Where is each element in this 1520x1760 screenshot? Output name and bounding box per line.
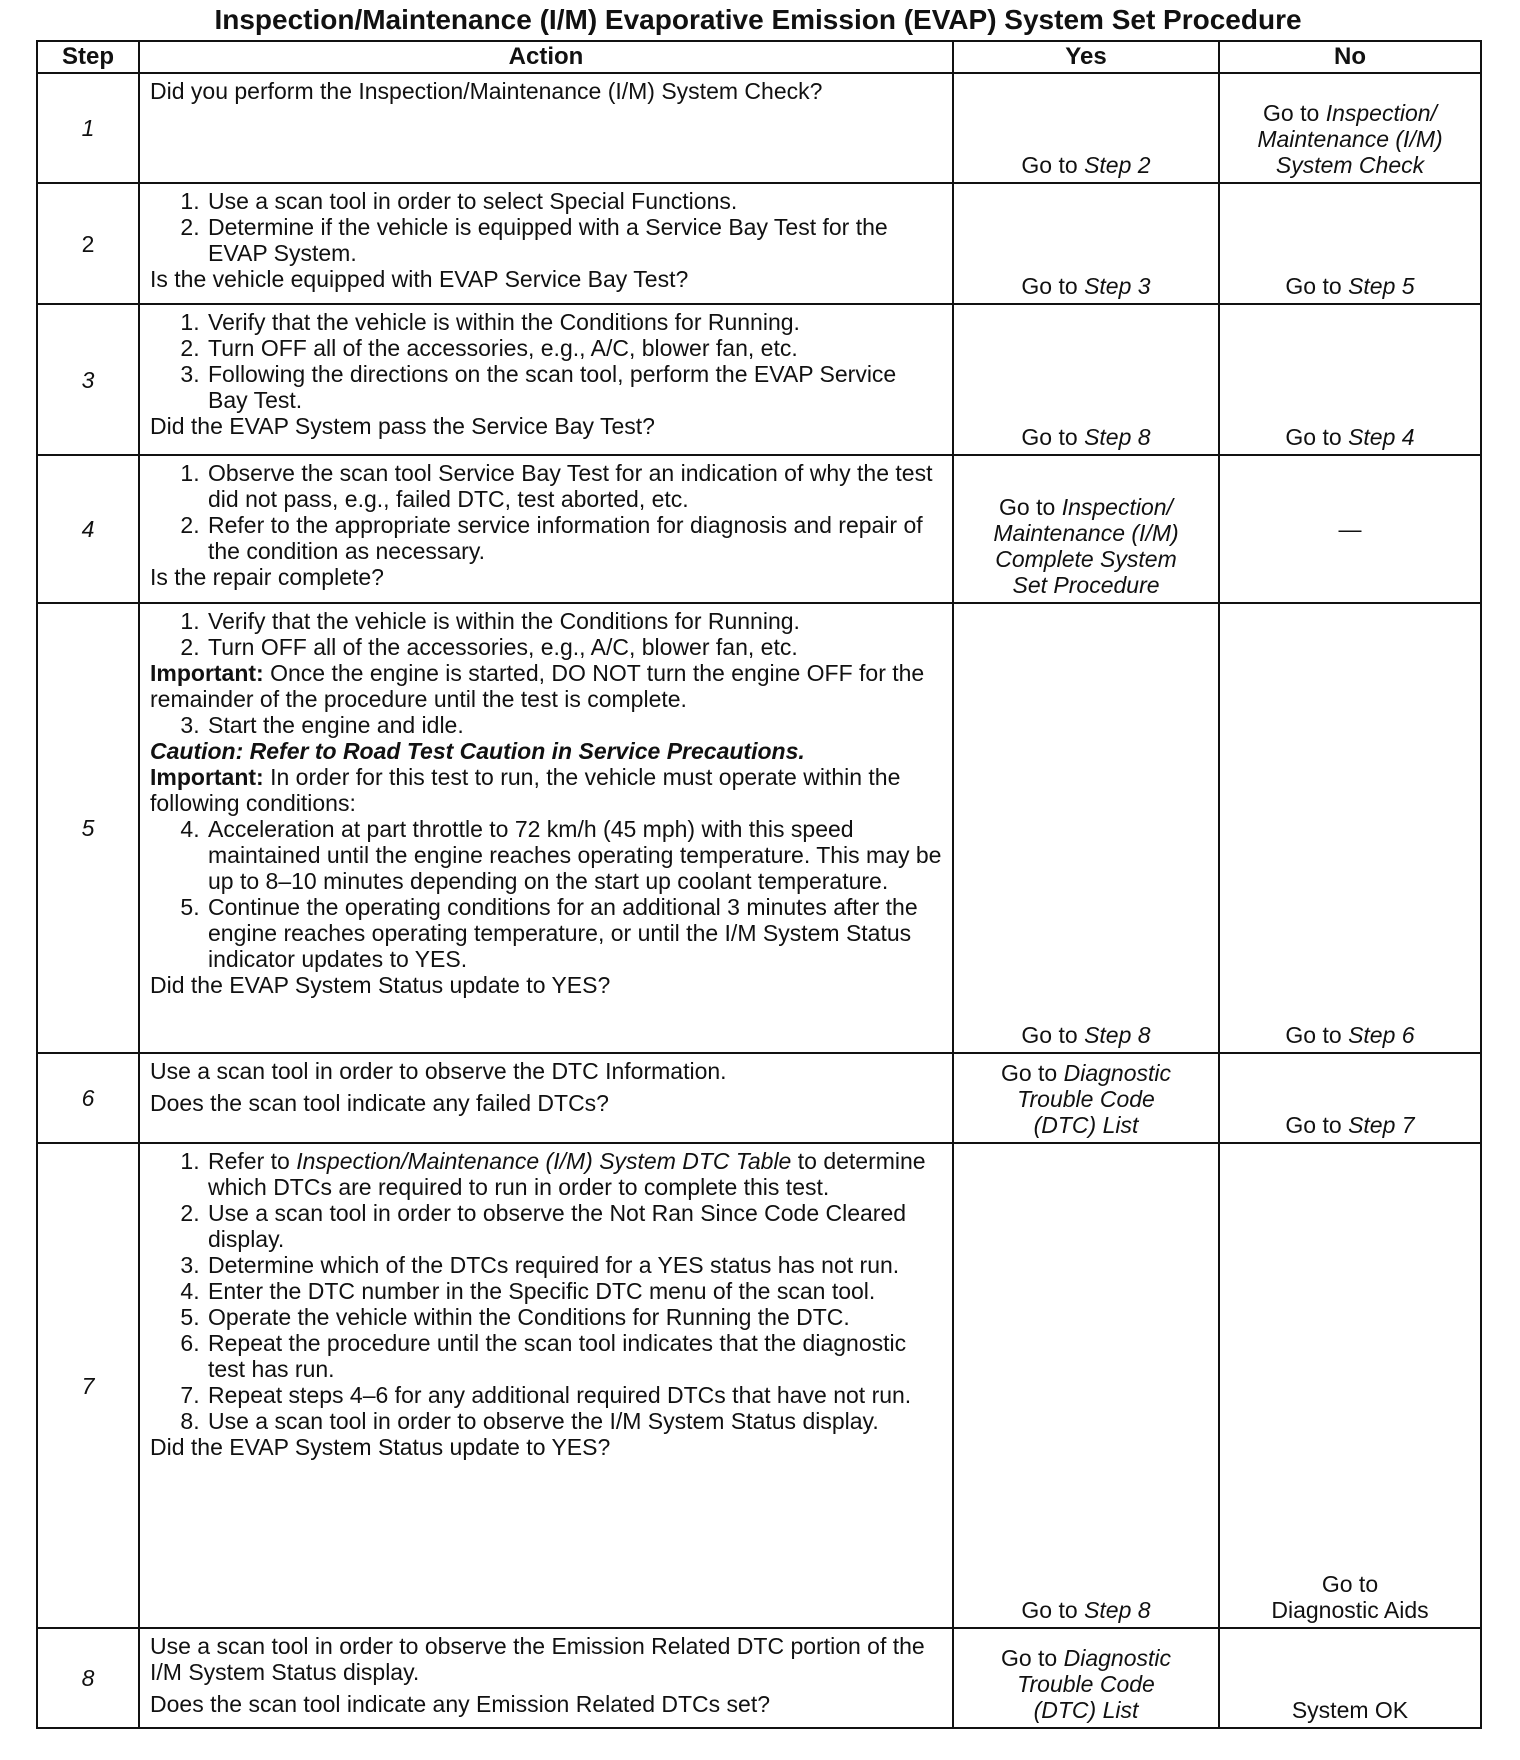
no-link[interactable]: Step 5 — [1348, 273, 1415, 299]
no-prefix: Go to — [1285, 273, 1342, 299]
no-cell — [1219, 1143, 1481, 1628]
step-number: 7 — [37, 1143, 139, 1628]
no-cell — [1219, 183, 1481, 304]
yes-link[interactable]: Step 3 — [1084, 273, 1151, 299]
step-number: 4 — [37, 455, 139, 603]
no-result: System OK — [1291, 1697, 1409, 1723]
list-item: 7. Repeat steps 4–6 for any additional required DTCs that have not run. — [206, 1382, 942, 1408]
important-note — [150, 764, 942, 816]
list-item: 8. Use a scan tool in order to observe the I/M System Status display. — [206, 1408, 942, 1434]
yes-prefix: Go to — [1021, 273, 1078, 299]
action-cell — [139, 1053, 953, 1143]
action-text: Use a scan tool in order to observe the Emission Related DTC portion of the I/M System Status display. — [150, 1633, 925, 1685]
yes-link[interactable]: Diagnostic Trouble Code (DTC) List — [1017, 1645, 1172, 1723]
table-row — [37, 304, 1481, 455]
no-link[interactable]: Go to Diagnostic Aids — [1271, 1571, 1429, 1623]
yes-link[interactable]: Step 8 — [1084, 1597, 1151, 1623]
no-dash: — — [1338, 516, 1362, 542]
table-row — [37, 1143, 1481, 1628]
table-header-row — [37, 41, 1481, 73]
question-text: Did the EVAP System Status update to YES? — [150, 972, 611, 998]
list-item: 4. Acceleration at part throttle to 72 km/h (45 mph) with this speed maintained until the engine reaches operating temperature. This may be up to 8–10 minutes depending on the start up coolant temperature. — [206, 816, 942, 894]
no-cell — [1219, 603, 1481, 1053]
action-list — [150, 816, 942, 972]
action-cell — [139, 603, 953, 1053]
list-item: 3. Start the engine and idle. — [206, 712, 942, 738]
no-prefix: Go to — [1263, 100, 1320, 126]
list-item: 4. Enter the DTC number in the Specific DTC menu of the scan tool. — [206, 1278, 942, 1304]
no-cell — [1219, 455, 1481, 603]
step-number: 5 — [37, 603, 139, 1053]
action-list — [150, 188, 942, 266]
yes-cell — [953, 1628, 1219, 1728]
list-item: 2. Turn OFF all of the accessories, e.g., A/C, blower fan, etc. — [206, 634, 942, 660]
yes-link[interactable]: Inspection/ Maintenance (I/M) Complete System Set Procedure — [993, 494, 1179, 598]
no-link[interactable]: Step 4 — [1348, 424, 1415, 450]
yes-cell — [953, 183, 1219, 304]
action-cell — [139, 183, 953, 304]
action-text: Use a scan tool in order to observe the DTC Information. — [150, 1058, 727, 1084]
yes-prefix: Go to — [1021, 1022, 1078, 1048]
yes-link[interactable]: Diagnostic Trouble Code (DTC) List — [1017, 1060, 1172, 1138]
list-item: 2. Refer to the appropriate service information for diagnosis and repair of the condition as necessary. — [206, 512, 942, 564]
step-number: 6 — [37, 1053, 139, 1143]
action-cell — [139, 304, 953, 455]
no-prefix: Go to — [1285, 1022, 1342, 1048]
yes-prefix: Go to — [1021, 152, 1078, 178]
action-list — [150, 608, 942, 660]
yes-cell — [953, 1143, 1219, 1628]
list-item: 1. Verify that the vehicle is within the Conditions for Running. — [206, 608, 942, 634]
no-link[interactable]: Step 6 — [1348, 1022, 1415, 1048]
list-item: 6. Repeat the procedure until the scan tool indicates that the diagnostic test has run. — [206, 1330, 942, 1382]
action-cell — [139, 1143, 953, 1628]
list-item: 5. Operate the vehicle within the Conditions for Running the DTC. — [206, 1304, 942, 1330]
table-row — [37, 1628, 1481, 1728]
question-text: Did you perform the Inspection/Maintenance (I/M) System Check? — [150, 78, 823, 104]
step-number: 2 — [37, 183, 139, 304]
important-note — [150, 660, 942, 712]
yes-prefix: Go to — [1021, 1597, 1078, 1623]
header-action: Action — [139, 41, 953, 73]
list-item: 2. Use a scan tool in order to observe the Not Ran Since Code Cleared display. — [206, 1200, 942, 1252]
question-text: Did the EVAP System pass the Service Bay Test? — [150, 413, 655, 439]
table-row — [37, 455, 1481, 603]
yes-prefix: Go to — [1000, 1645, 1058, 1671]
header-no: No — [1219, 41, 1481, 73]
question-text: Is the repair complete? — [150, 564, 384, 590]
caution-note: Caution: Refer to Road Test Caution in Service Precautions. — [150, 738, 805, 764]
yes-cell — [953, 304, 1219, 455]
list-item: 5. Continue the operating conditions for an additional 3 minutes after the engine reaches operating temperature, or until the I/M System Status indicator updates to YES. — [206, 894, 942, 972]
page-title: Inspection/Maintenance (I/M) Evaporative Emission (EVAP) System Set Procedure — [214, 4, 1302, 35]
step-number: 3 — [37, 304, 139, 455]
yes-cell — [953, 1053, 1219, 1143]
list-item: 1. Observe the scan tool Service Bay Test for an indication of why the test did not pass, e.g., failed DTC, test aborted, etc. — [206, 460, 942, 512]
no-prefix: Go to — [1285, 1112, 1342, 1138]
yes-cell — [953, 603, 1219, 1053]
question-text: Does the scan tool indicate any failed DTCs? — [150, 1090, 609, 1116]
procedure-table — [36, 40, 1482, 1729]
list-item: 2. Turn OFF all of the accessories, e.g., A/C, blower fan, etc. — [206, 335, 942, 361]
important-label: Important: — [150, 660, 264, 686]
list-item: 1. Refer to Inspection/Maintenance (I/M) System DTC Table to determine which DTCs are required to run in order to complete this test. — [206, 1148, 942, 1200]
action-cell — [139, 1628, 953, 1728]
header-step: Step — [37, 41, 139, 73]
action-list — [150, 309, 942, 413]
yes-link[interactable]: Step 8 — [1084, 424, 1151, 450]
yes-link[interactable]: Step 8 — [1084, 1022, 1151, 1048]
list-item: 3. Following the directions on the scan tool, perform the EVAP Service Bay Test. — [206, 361, 942, 413]
step-number: 8 — [37, 1628, 139, 1728]
no-cell — [1219, 1053, 1481, 1143]
important-label: Important: — [150, 764, 264, 790]
action-cell — [139, 73, 953, 183]
yes-prefix: Go to — [1021, 424, 1078, 450]
yes-link[interactable]: Step 2 — [1084, 152, 1151, 178]
table-row — [37, 603, 1481, 1053]
list-item: 3. Determine which of the DTCs required for a YES status has not run. — [206, 1252, 942, 1278]
document-page — [36, 0, 1480, 1729]
header-yes: Yes — [953, 41, 1219, 73]
dtc-table-link[interactable]: Inspection/Maintenance (I/M) System DTC Table — [296, 1148, 792, 1174]
no-prefix: Go to — [1285, 424, 1342, 450]
table-row — [37, 1053, 1481, 1143]
table-row — [37, 73, 1481, 183]
question-text: Did the EVAP System Status update to YES? — [150, 1434, 611, 1460]
no-link[interactable]: Inspection/ Maintenance (I/M) System Check — [1257, 100, 1443, 178]
question-text: Is the vehicle equipped with EVAP Service Bay Test? — [150, 266, 689, 292]
step-number: 1 — [37, 73, 139, 183]
list-item: 1. Verify that the vehicle is within the Conditions for Running. — [206, 309, 942, 335]
important-text: Once the engine is started, DO NOT turn the engine OFF for the remainder of the procedure until the test is complete. — [150, 660, 925, 712]
list-item: 1. Use a scan tool in order to select Special Functions. — [206, 188, 942, 214]
table-row — [37, 183, 1481, 304]
yes-cell — [953, 455, 1219, 603]
no-cell — [1219, 73, 1481, 183]
important-text: In order for this test to run, the vehicle must operate within the following conditions: — [150, 764, 901, 816]
action-list — [150, 1148, 942, 1434]
question-text: Does the scan tool indicate any Emission Related DTCs set? — [150, 1691, 771, 1717]
list-item: 2. Determine if the vehicle is equipped with a Service Bay Test for the EVAP System. — [206, 214, 942, 266]
yes-prefix: Go to — [999, 494, 1056, 520]
action-cell — [139, 455, 953, 603]
action-list — [150, 712, 942, 738]
action-list — [150, 460, 942, 564]
no-link[interactable]: Step 7 — [1348, 1112, 1415, 1138]
yes-prefix: Go to — [1000, 1060, 1058, 1086]
yes-cell — [953, 73, 1219, 183]
no-cell — [1219, 304, 1481, 455]
no-cell — [1219, 1628, 1481, 1728]
